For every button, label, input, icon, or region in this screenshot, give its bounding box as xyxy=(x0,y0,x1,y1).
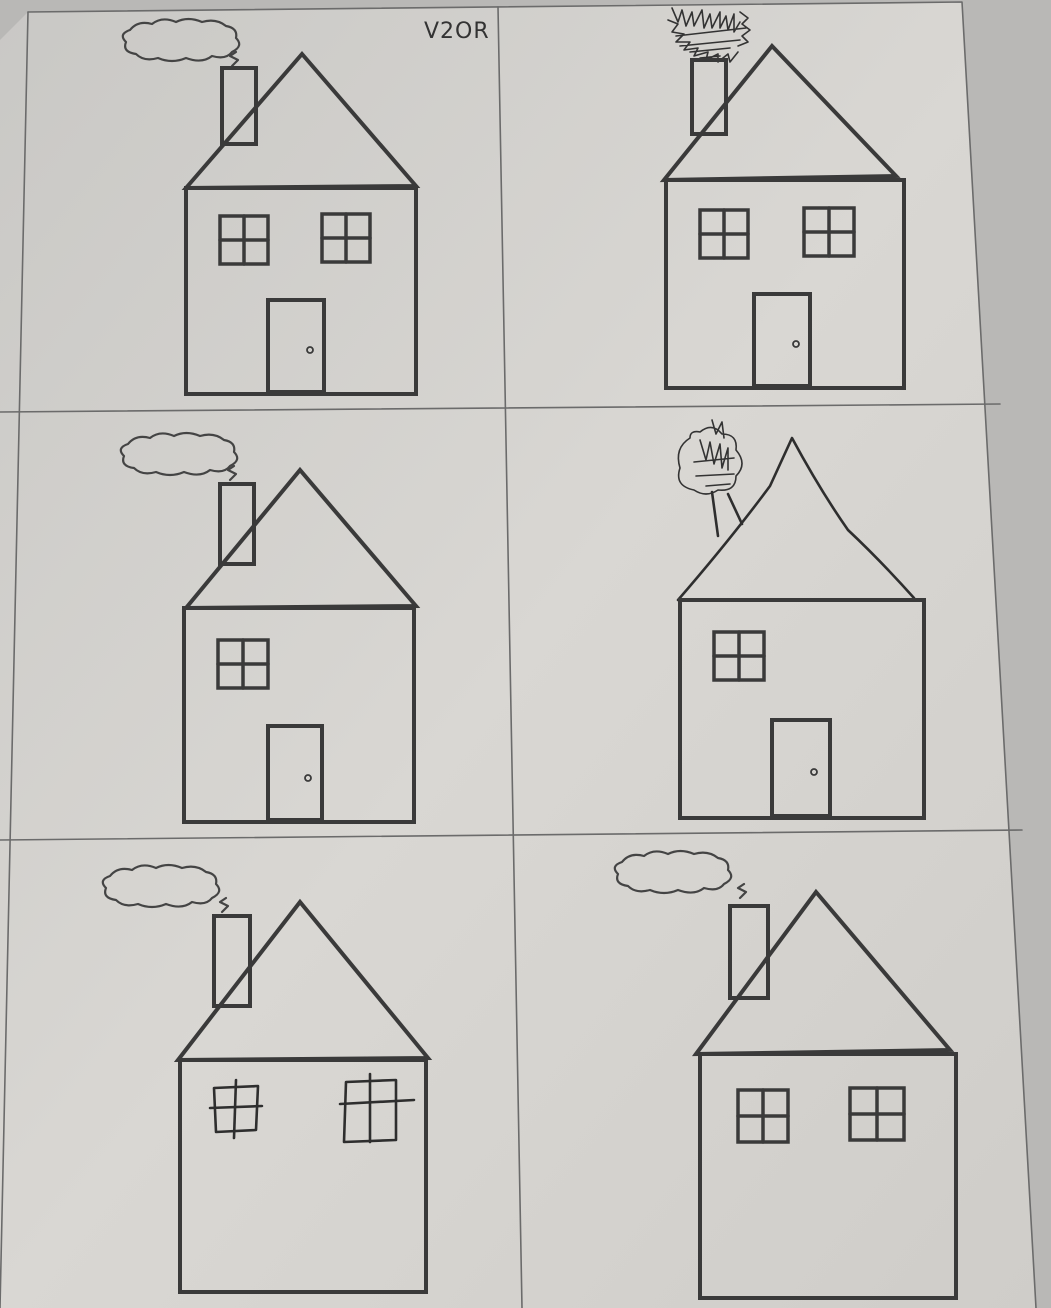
worksheet-label: V2OR xyxy=(424,19,490,44)
